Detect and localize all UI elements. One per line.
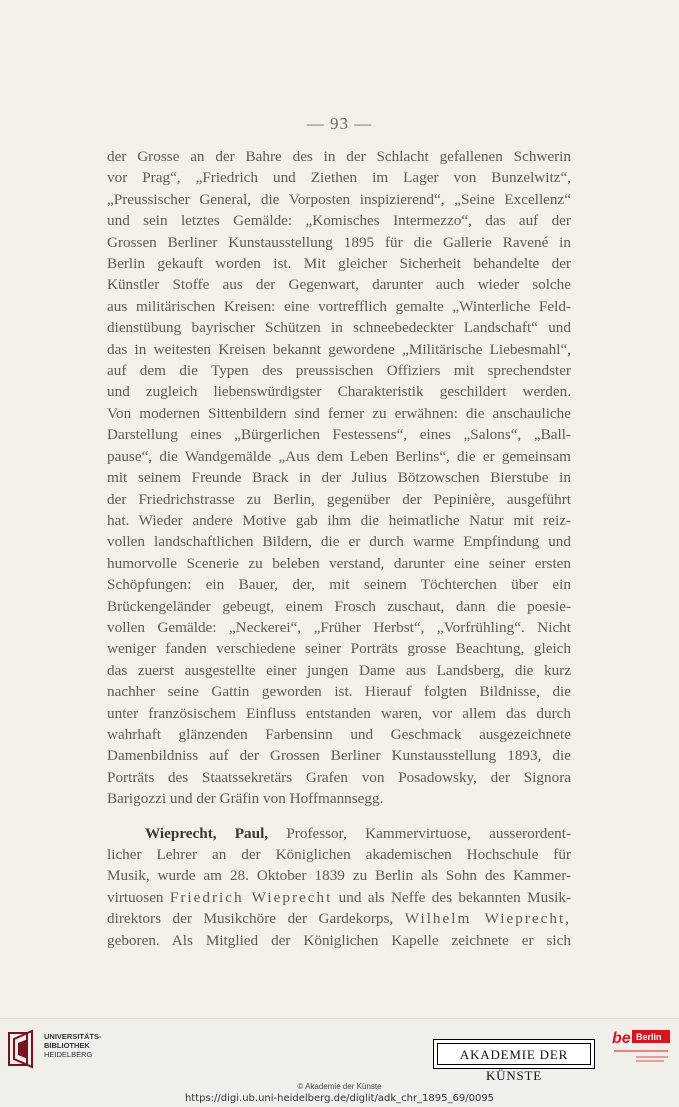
be-berlin-logo[interactable] [612, 1027, 672, 1077]
viewer-footer [0, 1018, 679, 1107]
copyright-notice: © Akademie der Künste [297, 1082, 382, 1091]
academy-logo[interactable] [433, 1039, 595, 1083]
text-line: wahrhaft glänzenden Farbensinn und Geschmack ausgezeichnete [107, 725, 571, 743]
text-line: auf dem die Typen des preussischen Offiziers mit sprechendster [107, 362, 571, 380]
text-line: der Friedrichstrasse zu Berlin, gegenüber der Pepinière, ausgeführt [107, 490, 571, 508]
text-line: Von modernen Sittenbildern sind ferner zu erwähnen: die anschauliche [107, 404, 571, 422]
page-number: — 93 — [306, 114, 373, 133]
text-line: Berlin gekauft worden ist. Mit gleicher Sicherheit behandelte der [107, 255, 571, 273]
text-line: das in weitesten Kreisen bekannt gewordene „Militärische Liebesmahl“, [107, 340, 571, 358]
text-line: Brückengeländer gebeugt, einem Frosch zuschaut, dann die poesie- [107, 597, 571, 615]
text-line: Musik, wurde am 28. Oktober 1839 zu Berlin als Sohn des Kammer- [107, 867, 571, 885]
text-line: „Preussischer General, die Vorposten inspizierend“, „Seine Excellenz“ [107, 190, 571, 208]
university-library-logo[interactable] [8, 1029, 108, 1073]
text-line: nachher seine Gattin geworden ist. Hierauf folgten Bildnisse, die [107, 683, 571, 701]
library-emblem-icon [8, 1029, 38, 1069]
text-line: Grossen Berliner Kunstausstellung 1895 für die Gallerie Ravené in [107, 233, 571, 251]
library-line: HEIDELBERG [44, 1050, 93, 1059]
library-line: UNIVERSITÄTS- [44, 1032, 102, 1041]
text-line: Schöpfungen: ein Bauer, der, mit seinem Töchterchen über ein [107, 576, 571, 594]
library-line: BIBLIOTHEK [44, 1041, 90, 1050]
text-line: hat. Wieder andere Motive gab ihm die heimatliche Natur mit reiz- [107, 511, 571, 529]
text-span: Professor, Kammervirtuose, ausserordent- [268, 824, 571, 842]
text-line: Barigozzi und der Gräfin von Hoffmannsegg. [107, 790, 384, 808]
text-span: direktors der Musikchöre der Gardekorps, [107, 910, 405, 928]
text-line [107, 887, 571, 908]
text-line: und zugleich liebenswürdigster Charakteristik geschildert werden. [107, 383, 571, 401]
text-line: mit seinem Freunde Brack in der Julius Bötzowschen Bierstube in [107, 469, 571, 487]
body-text [107, 146, 571, 951]
text-line: und sein letztes Gemälde: „Komisches Intermezzo“, das auf der [107, 212, 571, 230]
svg-text:Berlin: Berlin [636, 1032, 662, 1042]
source-url-link[interactable]: https://digi.ub.uni-heidelberg.de/diglit/adk_chr_1895_69/0095 [184, 1093, 495, 1104]
entry-name: Wieprecht, Paul, [145, 824, 269, 842]
text-span: virtuosen [107, 888, 170, 906]
text-line: weniger fanden verschiedene seiner Porträts grosse Beachtung, gleich [107, 640, 571, 658]
library-name [44, 1032, 102, 1059]
spaced-name: Wilhelm Wieprecht, [404, 910, 571, 928]
text-line: aus militärischen Kreisen: eine vortrefflich gemalte „Winterliche Feld- [107, 297, 571, 315]
text-line: dienstübung bayrischer Schützen in schneebedeckter Landschaft“ und [107, 319, 571, 337]
berlin-logo-icon [612, 1027, 672, 1077]
svg-text:be: be [612, 1030, 631, 1047]
paragraph-wieprecht [107, 823, 571, 951]
text-span: und als Neffe des bekannten Musik- [332, 888, 572, 906]
text-line: das zuerst ausgestellte einer jungen Dame aus Landsberg, die kurz [107, 661, 571, 679]
text-line: vollen landschaftlichen Bildern, die er durch warme Empfindung und [107, 533, 571, 551]
academy-logo-text: AKADEMIE DER KÜNSTE [437, 1043, 591, 1065]
text-line: humorvolle Scenerie zu beleben verstand, darunter eine seiner ersten [107, 554, 571, 572]
text-line: Damenbildniss auf der Grossen Berliner Kunstausstellung 1893, die [107, 747, 571, 765]
text-line [107, 908, 571, 929]
paragraph-schwerin [107, 146, 571, 810]
text-line: Darstellung eines „Bürgerlichen Festessens“, eines „Salons“, „Ball- [107, 426, 571, 444]
text-line: licher Lehrer an der Königlichen akademischen Hochschule für [107, 846, 571, 863]
text-line: vollen Gemälde: „Neckerei“, „Früher Herbst“, „Vorfrühling“. Nicht [107, 618, 571, 636]
text-line: Porträts des Staatssekretärs Grafen von Posadowsky, der Signora [107, 768, 571, 786]
text-line [107, 823, 571, 844]
spaced-name: Friedrich Wieprecht [169, 888, 333, 906]
text-line: geboren. Als Mitglied der Königlichen Kapelle zeichnete er sich [107, 931, 571, 949]
text-line: vor Prag“, „Friedrich und Ziethen im Lager von Bunzelwitz“, [107, 169, 571, 187]
text-line: Künstler Stoffe aus der Gegenwart, darunter auch wieder solche [107, 276, 571, 294]
text-line: unter französischem Einfluss entstanden waren, vor allem das durch [107, 704, 571, 722]
text-line: der Grosse an der Bahre des in der Schlacht gefallenen Schwerin [107, 148, 571, 165]
text-line: pause“, die Wandgemälde „Aus dem Leben Berlins“, die er gemeinsam [107, 447, 571, 465]
